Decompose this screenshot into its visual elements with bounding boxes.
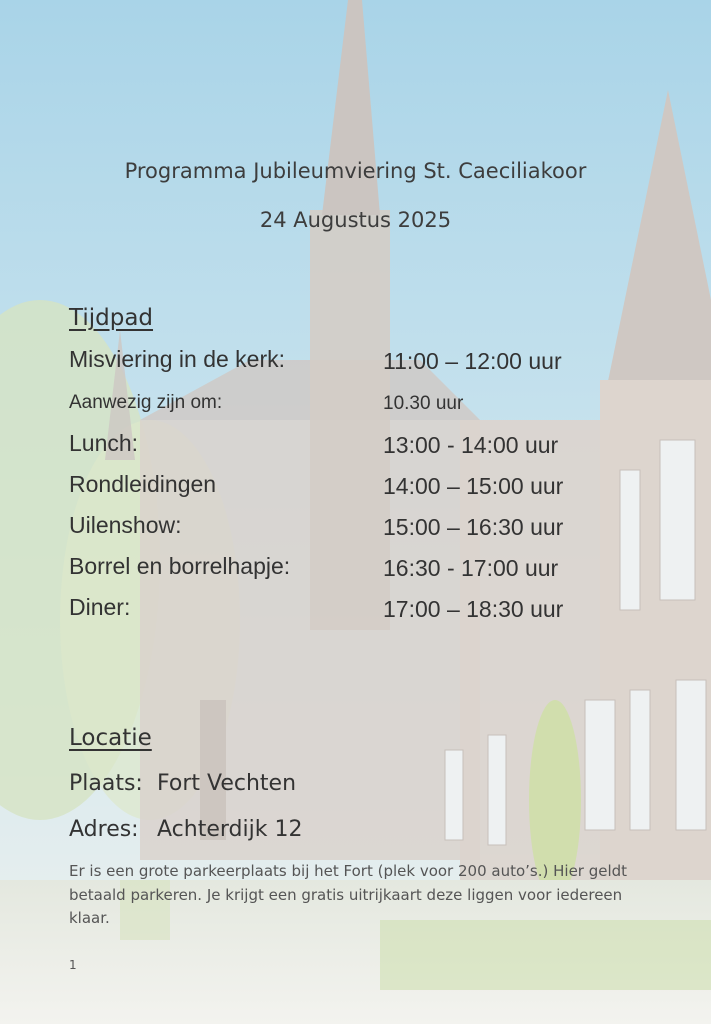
- schedule-item-time: 17:00 – 18:30 uur: [383, 596, 564, 622]
- schedule-item-label: Aanwezig zijn om:: [69, 392, 223, 413]
- schedule-item-time: 10.30 uur: [383, 393, 464, 414]
- schedule-item-label: Misviering in de kerk:: [69, 346, 286, 372]
- schedule-item-time: 16:30 - 17:00 uur: [383, 555, 559, 581]
- place-label: Plaats:: [69, 771, 143, 796]
- schedule-item-label: Borrel en borrelhapje:: [69, 553, 291, 579]
- schedule-item-time: 15:00 – 16:30 uur: [383, 514, 564, 540]
- location-heading: Locatie: [69, 725, 152, 751]
- location-place: [69, 771, 296, 796]
- address-label: Adres:: [69, 817, 139, 842]
- schedule-item-label: Uilenshow:: [69, 512, 182, 538]
- page-title: Programma Jubileumviering St. Caeciliakoor: [124, 159, 587, 183]
- schedule-item-time: 13:00 - 14:00 uur: [383, 432, 559, 458]
- schedule-heading: Tijdpad: [69, 305, 154, 331]
- location-address: [69, 817, 302, 842]
- parking-note: Er is een grote parkeerplaats bij het Fort (plek voor 200 auto’s.) Hier geldt betaald parkeren. Je krijgt een gratis uitrijkaart deze liggen voor iedereen klaar.: [69, 862, 628, 927]
- place-value: Fort Vechten: [157, 771, 297, 796]
- schedule-item-label: Diner:: [69, 594, 131, 620]
- event-date: 24 Augustus 2025: [259, 208, 452, 232]
- schedule-item-label: Lunch:: [69, 430, 139, 456]
- schedule-item-time: 11:00 – 12:00 uur: [383, 348, 562, 374]
- schedule-item-time: 14:00 – 15:00 uur: [383, 473, 564, 499]
- address-value: Achterdijk 12: [157, 817, 303, 842]
- schedule-item-label: Rondleidingen: [69, 471, 217, 497]
- page-number: 1: [69, 958, 77, 972]
